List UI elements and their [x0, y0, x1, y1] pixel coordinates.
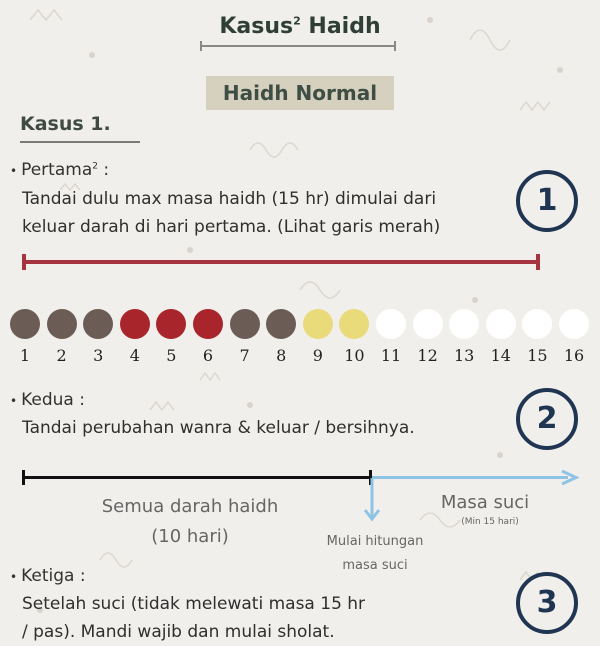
- case-underline: [20, 141, 140, 143]
- day-dot-7: [230, 309, 260, 339]
- case-title: Kasus 1.: [20, 113, 111, 135]
- day-number-12: 12: [417, 346, 438, 365]
- day-dot-13: [449, 309, 479, 339]
- section2-heading: • Kedua :: [10, 390, 85, 410]
- haidh-period-line: [22, 476, 372, 479]
- section2-description: Tandai perubahan wanra & keluar / bersihnya.: [22, 418, 415, 438]
- bullet-icon: •: [10, 570, 18, 584]
- section1-heading: • Pertama$^2$ :: [10, 160, 110, 180]
- day-number-10: 10: [344, 346, 365, 365]
- day-number-6: 6: [202, 346, 214, 365]
- day-dot-9: [303, 309, 333, 339]
- day-dot-14: [486, 309, 516, 339]
- day-number-16: 16: [563, 346, 585, 365]
- day-number-15: 15: [527, 346, 548, 365]
- day-number-2: 2: [56, 346, 67, 365]
- suci-period-label: Masa suci: [440, 492, 530, 513]
- step-number-2: 2: [516, 388, 578, 450]
- day-dot-6: [193, 309, 223, 339]
- day-dot-16: [559, 309, 589, 339]
- day-number-3: 3: [93, 346, 104, 365]
- day-dot-1: [10, 309, 40, 339]
- section3-description: Setelah suci (tidak melewati masa 15 hr / pas). Mandi wajib dan mulai sholat.: [22, 594, 366, 642]
- page-title: Kasus$^2$ Haidh: [219, 14, 381, 39]
- day-dot-12: [413, 309, 443, 339]
- suci-start-label: Mulai hitungan masa suci: [326, 534, 424, 573]
- haidh-period-label: Semua darah haidh (10 hari): [101, 496, 279, 547]
- title-underline: [200, 45, 396, 47]
- day-number-13: 13: [454, 346, 475, 365]
- day-dot-11: [376, 309, 406, 339]
- suci-period-sublabel: (Min 15 hari): [461, 517, 519, 527]
- day-number-7: 7: [239, 346, 250, 365]
- bullet-icon: •: [10, 164, 18, 178]
- step-number-3: 3: [516, 572, 578, 634]
- day-number-5: 5: [166, 346, 177, 365]
- bullet-icon: •: [10, 394, 18, 408]
- day-number-1: 1: [19, 346, 31, 365]
- day-dot-8: [266, 309, 296, 339]
- day-number-9: 9: [312, 346, 323, 365]
- max-period-line: [22, 260, 540, 264]
- day-dot-4: [120, 309, 150, 339]
- step-number-1: 1: [516, 170, 578, 232]
- day-number-11: 11: [380, 346, 402, 365]
- subtitle-badge: Haidh Normal: [206, 76, 394, 110]
- section1-description: Tandai dulu max masa haidh (15 hr) dimulai dari keluar darah di hari pertama. (Lihat garis merah): [22, 189, 441, 237]
- day-dot-3: [83, 309, 113, 339]
- day-number-14: 14: [490, 346, 511, 365]
- arrow-right-icon: [560, 469, 580, 486]
- suci-period-line: [372, 476, 568, 479]
- section3-heading: • Ketiga :: [10, 566, 86, 586]
- day-dot-2: [47, 309, 77, 339]
- day-number-8: 8: [276, 346, 287, 365]
- day-number-4: 4: [129, 346, 140, 365]
- arrow-down-icon: [362, 478, 382, 524]
